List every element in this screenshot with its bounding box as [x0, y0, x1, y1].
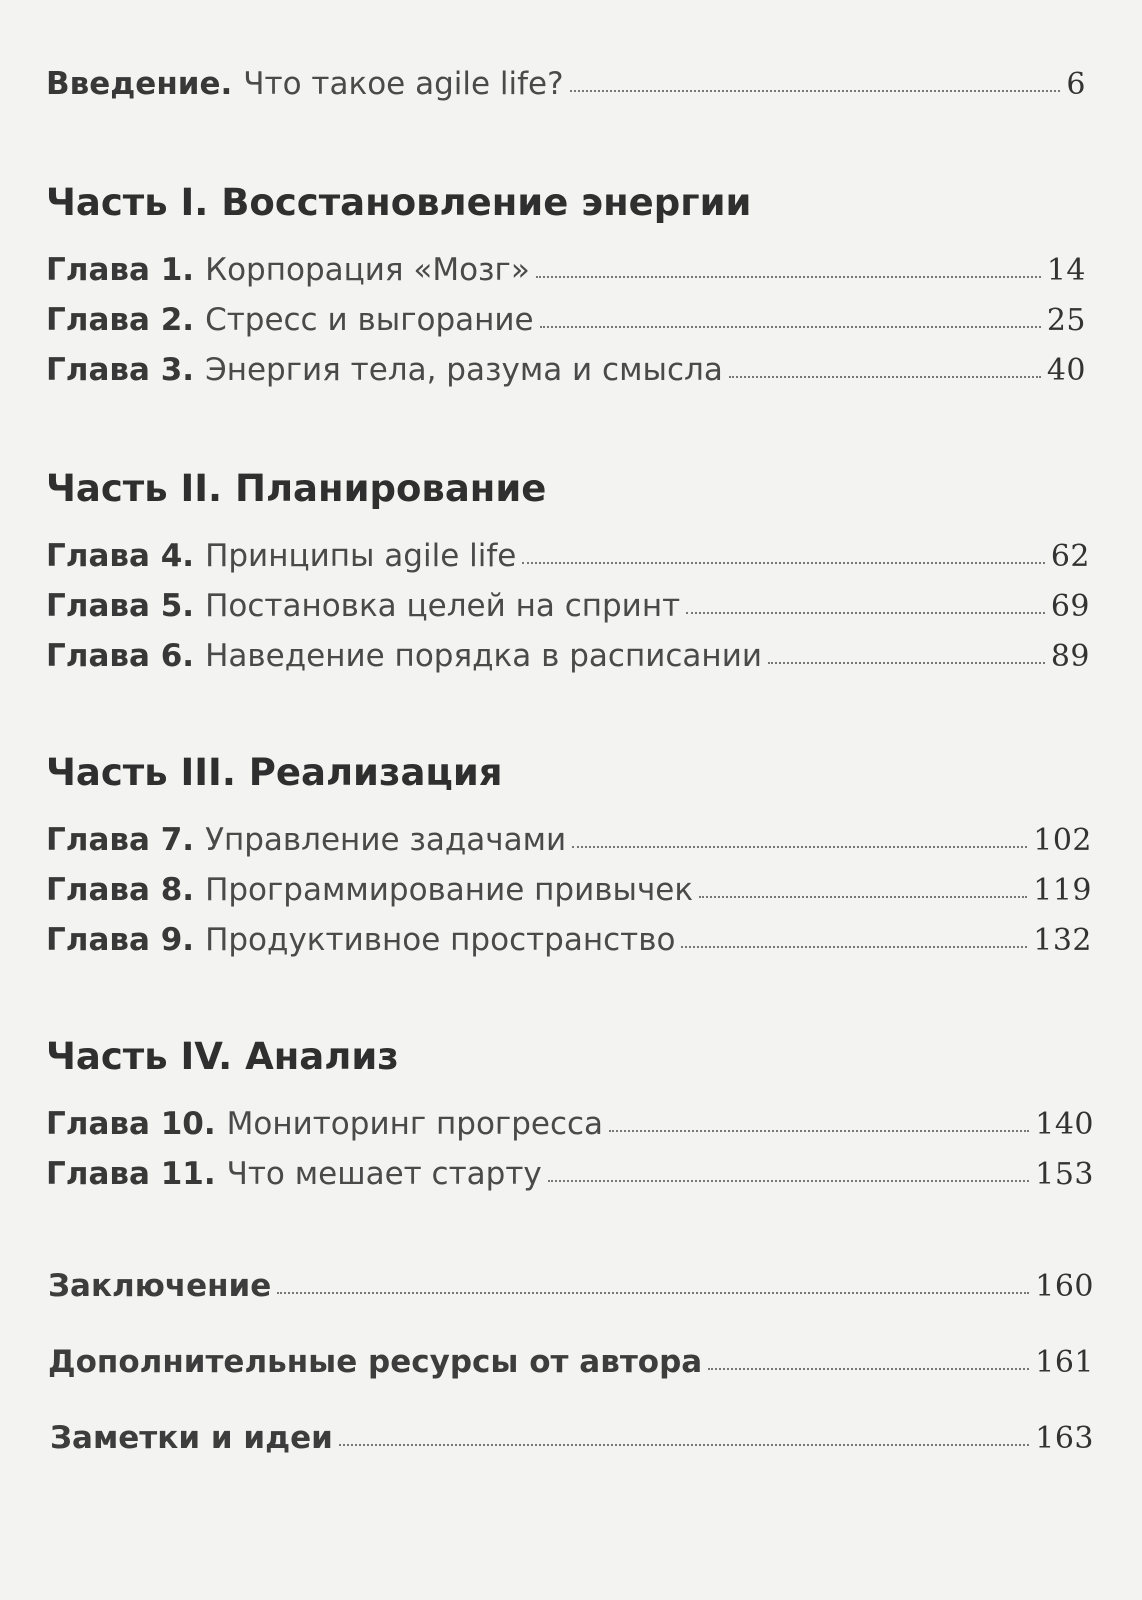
entry-label: Заметки и идеи — [50, 1420, 333, 1456]
dot-leader — [609, 1128, 1029, 1132]
dot-leader — [536, 274, 1041, 278]
page-number: 163 — [1035, 1421, 1094, 1456]
dot-leader — [548, 1178, 1029, 1182]
entry-label: Глава 4. — [46, 538, 195, 574]
dot-leader — [570, 88, 1061, 92]
page-number: 119 — [1033, 873, 1092, 908]
toc-entry-chapter[interactable] — [46, 920, 1092, 960]
entry-title: Постановка целей на спринт — [205, 588, 681, 624]
page-number: 153 — [1035, 1157, 1094, 1192]
toc-entry-chapter[interactable] — [46, 870, 1092, 910]
dot-leader — [681, 944, 1027, 948]
entry-label: Глава 5. — [46, 588, 195, 624]
toc-entry-chapter[interactable] — [46, 536, 1090, 576]
dot-leader — [768, 660, 1045, 664]
page-number: 140 — [1035, 1107, 1094, 1142]
page-number: 89 — [1050, 639, 1090, 674]
page-number: 69 — [1050, 589, 1090, 624]
toc-entry-chapter[interactable] — [46, 1104, 1094, 1144]
entry-label: Глава 1. — [46, 252, 195, 288]
entry-title: Наведение порядка в расписании — [205, 638, 762, 674]
toc-entry-notes[interactable] — [50, 1418, 1094, 1458]
entry-label: Заключение — [48, 1268, 272, 1304]
dot-leader — [708, 1366, 1029, 1370]
page-number: 6 — [1066, 67, 1086, 102]
page-number: 62 — [1050, 539, 1090, 574]
entry-label: Глава 3. — [46, 352, 195, 388]
toc-entry-chapter[interactable] — [46, 586, 1090, 626]
toc-entry-chapter[interactable] — [46, 820, 1092, 860]
toc-entry-resources[interactable] — [48, 1342, 1094, 1382]
entry-label: Глава 8. — [46, 872, 195, 908]
dot-leader — [572, 844, 1027, 848]
page-number: 102 — [1033, 823, 1092, 858]
page-number: 160 — [1035, 1269, 1094, 1304]
toc-entry-chapter[interactable] — [46, 300, 1086, 340]
page-number: 40 — [1046, 353, 1086, 388]
entry-title: Мониторинг прогресса — [226, 1106, 604, 1142]
dot-leader — [277, 1290, 1029, 1294]
dot-leader — [699, 894, 1027, 898]
entry-title: Принципы agile life — [205, 538, 517, 574]
page-number: 14 — [1046, 253, 1086, 288]
entry-title: Продуктивное пространство — [205, 922, 676, 958]
part-heading: Часть IV. Анализ — [46, 1035, 399, 1078]
part-heading: Часть I. Восстановление энергии — [46, 181, 752, 224]
toc-entry-intro[interactable] — [46, 64, 1086, 104]
page-number: 25 — [1046, 303, 1086, 338]
entry-title: Что мешает старту — [226, 1156, 542, 1192]
entry-label: Введение. — [46, 66, 233, 102]
entry-title: Программирование привычек — [205, 872, 694, 908]
toc-entry-conclusion[interactable] — [48, 1266, 1094, 1306]
toc-entry-chapter[interactable] — [46, 636, 1090, 676]
entry-label: Глава 9. — [46, 922, 195, 958]
entry-label: Дополнительные ресурсы от автора — [48, 1344, 703, 1380]
entry-title: Управление задачами — [205, 822, 567, 858]
part-heading: Часть III. Реализация — [46, 751, 503, 794]
dot-leader — [522, 560, 1044, 564]
toc-entry-chapter[interactable] — [46, 250, 1086, 290]
dot-leader — [729, 374, 1041, 378]
entry-title: Стресс и выгорание — [205, 302, 534, 338]
page-number: 132 — [1033, 923, 1092, 958]
dot-leader — [686, 610, 1045, 614]
toc-entry-chapter[interactable] — [46, 1154, 1094, 1194]
toc-entry-chapter[interactable] — [46, 350, 1086, 390]
entry-title: Корпорация «Мозг» — [205, 252, 530, 288]
dot-leader — [540, 324, 1041, 328]
entry-label: Глава 7. — [46, 822, 195, 858]
entry-label: Глава 11. — [46, 1156, 216, 1192]
part-heading: Часть II. Планирование — [46, 467, 547, 510]
dot-leader — [339, 1442, 1029, 1446]
entry-label: Глава 10. — [46, 1106, 216, 1142]
entry-title: Энергия тела, разума и смысла — [205, 352, 723, 388]
entry-title: Что такое agile life? — [243, 66, 564, 102]
page-number: 161 — [1035, 1345, 1094, 1380]
entry-label: Глава 2. — [46, 302, 195, 338]
entry-label: Глава 6. — [46, 638, 195, 674]
